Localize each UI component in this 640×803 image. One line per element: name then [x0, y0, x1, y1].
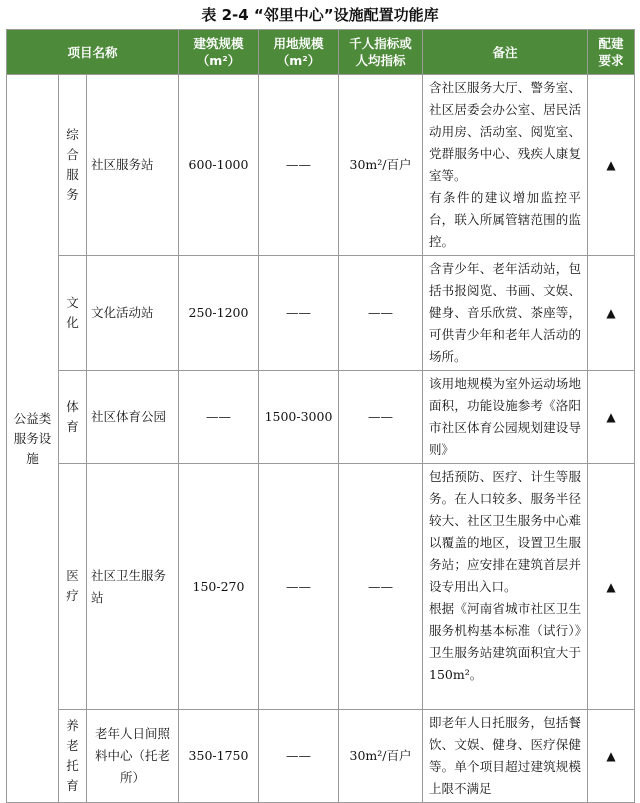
header-row [7, 30, 635, 75]
header-land: 用地规模 （m²） [259, 30, 339, 75]
land-cell: —— [259, 256, 339, 371]
build-cell: 350-1750 [179, 710, 259, 803]
req-cell: ▲ [588, 464, 635, 710]
table-row [7, 371, 635, 464]
build-cell: 150-270 [179, 464, 259, 710]
type-cell: 文化 [59, 256, 87, 371]
header-note: 备注 [423, 30, 588, 75]
table-row [7, 256, 635, 371]
category-cell: 公益类服务设施 [7, 75, 59, 803]
land-cell: 1500-3000 [259, 371, 339, 464]
name-cell: 老年人日间照料中心（托老所） [87, 710, 179, 803]
header-req: 配建 要求 [588, 30, 635, 75]
note-cell: 即老年人日托服务，包括餐饮、文娱、健身、医疗保健等。单个项目超过建筑规模上限不满足 [423, 710, 588, 803]
index-cell: 30m²/百户 [339, 75, 423, 256]
land-cell: —— [259, 464, 339, 710]
land-cell: —— [259, 710, 339, 803]
index-cell: —— [339, 464, 423, 710]
note-cell: 该用地规模为室外运动场地面积，功能设施参考《洛阳市社区体育公园规划建设导则》 [423, 371, 588, 464]
type-cell: 综合服务 [59, 75, 87, 256]
header-index: 千人指标或 人均指标 [339, 30, 423, 75]
index-cell: —— [339, 371, 423, 464]
facility-table [6, 29, 635, 803]
land-cell: —— [259, 75, 339, 256]
type-cell: 养老托育 [59, 710, 87, 803]
note-cell: 含青少年、老年活动站，包括书报阅览、书画、文娱、健身、音乐欣赏、茶座等，可供青少年和老年人活动的场所。 [423, 256, 588, 371]
table-title: 表 2-4 “邻里中心”设施配置功能库 [201, 6, 439, 24]
table-row [7, 464, 635, 710]
name-cell: 社区服务站 [87, 75, 179, 256]
build-cell: 600-1000 [179, 75, 259, 256]
type-cell: 体育 [59, 371, 87, 464]
req-cell: ▲ [588, 371, 635, 464]
build-cell: 250-1200 [179, 256, 259, 371]
name-cell: 社区卫生服务站 [87, 464, 179, 710]
header-build: 建筑规模 （m²） [179, 30, 259, 75]
note-cell: 含社区服务大厅、警务室、社区居委会办公室、居民活动用房、活动室、阅览室、党群服务中心、残疾人康复室等。 有条件的建议增加监控平台，联入所属管辖范围的监控。 [423, 75, 588, 256]
req-cell: ▲ [588, 256, 635, 371]
type-cell: 医疗 [59, 464, 87, 710]
build-cell: —— [179, 371, 259, 464]
req-cell: ▲ [588, 75, 635, 256]
index-cell: —— [339, 256, 423, 371]
table-row [7, 710, 635, 803]
note-cell: 包括预防、医疗、计生等服务。在人口较多、服务半径较大、社区卫生服务中心难以覆盖的地区，设置卫生服务站；应安排在建筑首层并设专用出入口。 根据《河南省城市社区卫生服务机构基本标准（试行）》卫生服务站建筑面积宜大于 150m²。 [423, 464, 588, 710]
name-cell: 文化活动站 [87, 256, 179, 371]
header-name: 项目名称 [7, 30, 179, 75]
name-cell: 社区体育公园 [87, 371, 179, 464]
index-cell: 30m²/百户 [339, 710, 423, 803]
table-row [7, 75, 635, 256]
req-cell: ▲ [588, 710, 635, 803]
